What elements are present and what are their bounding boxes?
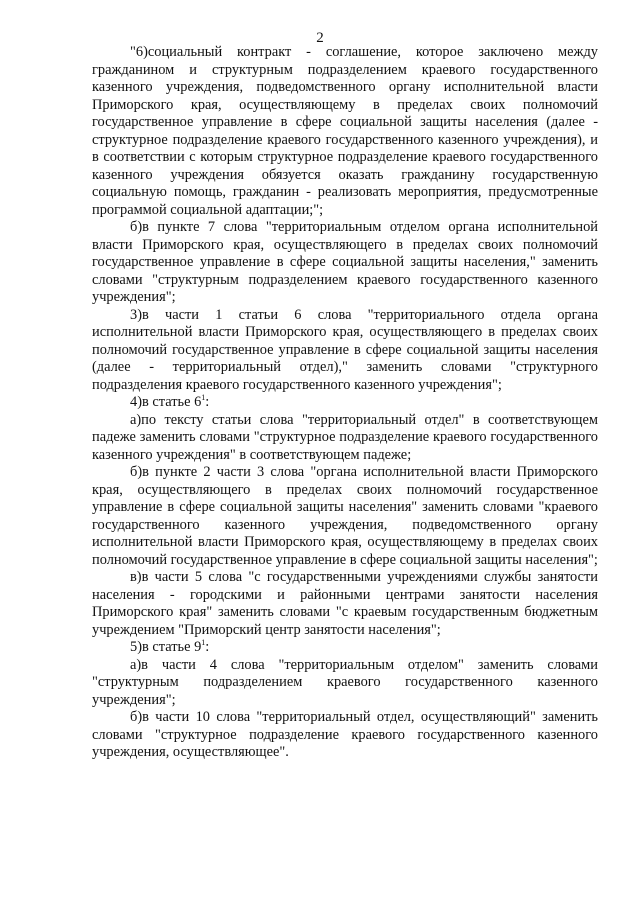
- paragraph-b-part-10: б)в части 10 слова "территориальный отдел, осуществляющий" заменить словами "структурное подразделение краевого государственного казенного учреждения, осуществляющее".: [92, 709, 598, 760]
- paragraph-4-superscript: 1: [201, 393, 206, 403]
- paragraph-4-text: 4)в статье 6: [130, 394, 202, 410]
- paragraph-4-article-6-1: [92, 394, 598, 412]
- paragraph-b-point-7: б)в пункте 7 слова "территориальным отделом органа исполнительной власти Приморского края, осуществляющего в пределах своих полномочий государственное управление в сфере социальной защиты населения," заменить словами "структурным подразделением краевого государственного казенного учреждения";: [92, 219, 598, 305]
- page-number: 2: [316, 30, 324, 46]
- paragraph-6-social-contract: "6)социальный контракт - соглашение, которое заключено между гражданином и структурным подразделением краевого государственного казенного учреждения, подведомственного органу исполнительной власти Приморского края, осуществляющему в пределах своих полномочий государственное управление в сфере социальной защиты населения (далее - структурное подразделение краевого государственного казенного учреждения), и в соответствии с которым структурное подразделение краевого государственного казенного учреждения обязуется оказать гражданину государственную социальную помощь, гражданин - реализовать мероприятия, предусмотренные программой социальной адаптации;";: [92, 44, 598, 218]
- paragraph-4-colon: :: [205, 394, 210, 410]
- paragraph-b-point-2-part-3: б)в пункте 2 части 3 слова "органа исполнительной власти Приморского края, осуществляющего в пределах своих полномочий государственное управление в сфере социальной защиты населения" заменить словами "краевого государственного казенного учреждения, подведомственного органу исполнительной власти Приморского края, осуществляющему в пределах своих полномочий государственное управление в сфере социальной защиты населения";: [92, 464, 598, 568]
- paragraph-a-article-text: а)по тексту статьи слова "территориальный отдел" в соответствующем падеже заменить словами "структурное подразделение краевого государственного казенного учреждения" в соответствующем падеже;: [92, 411, 598, 463]
- paragraph-v-part-5: в)в части 5 слова "с государственными учреждениями службы занятости населения - городскими и районными центрами занятости населения Приморского края" заменить словами "с краевым государственным бюджетным учреждением "Приморский центр занятости населения";: [92, 569, 598, 638]
- paragraph-a-part-4: а)в части 4 слова "территориальным отделом" заменить словами "структурным подразделением краевого государственного казенного учреждения";: [92, 656, 598, 708]
- document-body: [92, 44, 598, 762]
- paragraph-5-article-9-1: [92, 639, 598, 657]
- paragraph-5-colon: :: [205, 639, 210, 655]
- paragraph-3-article-6: 3)в части 1 статьи 6 слова "территориального отдела органа исполнительной власти Приморского края, осуществляющего в пределах своих полномочий государственное управление в сфере социальной защиты населения (далее - территориальный отдел)," заменить словами "структурного подразделения краевого государственного казенного учреждения";: [92, 306, 598, 393]
- paragraph-5-text: 5)в статье 9: [130, 639, 202, 655]
- paragraph-5-superscript: 1: [201, 638, 206, 648]
